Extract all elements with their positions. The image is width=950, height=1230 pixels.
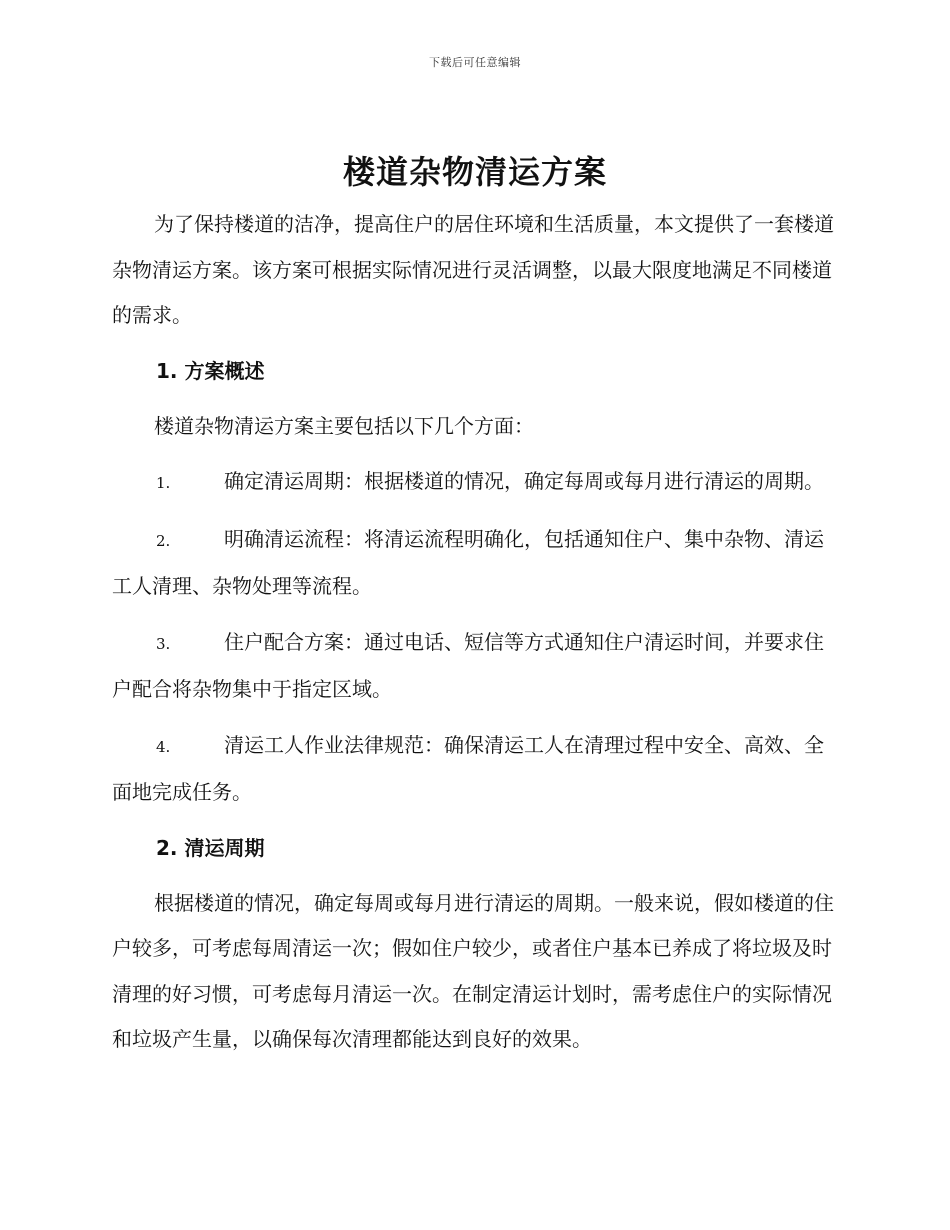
section-heading-cycle: 2. 清运周期 — [156, 835, 265, 860]
list-item — [112, 723, 834, 816]
list-item-text: 明确清运流程：将清运流程明确化，包括通知住户、集中杂物、清运工人清理、杂物处理等流程。 — [112, 526, 824, 598]
section-heading-overview: 1. 方案概述 — [156, 358, 265, 383]
document-body — [112, 202, 834, 1063]
document-title: 楼道杂物清运方案 — [342, 153, 607, 191]
list-item-number: 4. — [156, 737, 171, 756]
overview-lead: 楼道杂物清运方案主要包括以下几个方面： — [154, 413, 534, 438]
list-item-number: 3. — [156, 634, 171, 653]
list-item-number: 1. — [156, 474, 171, 492]
list-item-text: 确定清运周期：根据楼道的情况，确定每周或每月进行清运的周期。 — [224, 469, 824, 493]
intro-paragraph: 为了保持楼道的洁净，提高住户的居住环境和生活质量，本文提供了一套楼道杂物清运方案。该方案可根据实际情况进行灵活调整，以最大限度地满足不同楼道的需求。 — [112, 212, 834, 327]
list-item-text: 住户配合方案：通过电话、短信等方式通知住户清运时间，并要求住户配合将杂物集中于指定区域。 — [112, 629, 824, 701]
list-item-number: 2. — [156, 531, 171, 550]
list-item — [112, 620, 834, 713]
list-item-text: 清运工人作业法律规范：确保清运工人在清理过程中安全、高效、全面地完成任务。 — [112, 732, 824, 804]
page-header-note: 下载后可任意编辑 — [429, 56, 521, 69]
list-item — [112, 459, 834, 507]
cycle-paragraph: 根据楼道的情况，确定每周或每月进行清运的周期。一般来说，假如楼道的住户较多，可考虑每周清运一次；假如住户较少，或者住户基本已养成了将垃圾及时清理的好习惯，可考虑每月清运一次。在制定清运计划时，需考虑住户的实际情况和垃圾产生量，以确保每次清理都能达到良好的效果。 — [112, 890, 834, 1051]
list-item — [112, 517, 834, 610]
